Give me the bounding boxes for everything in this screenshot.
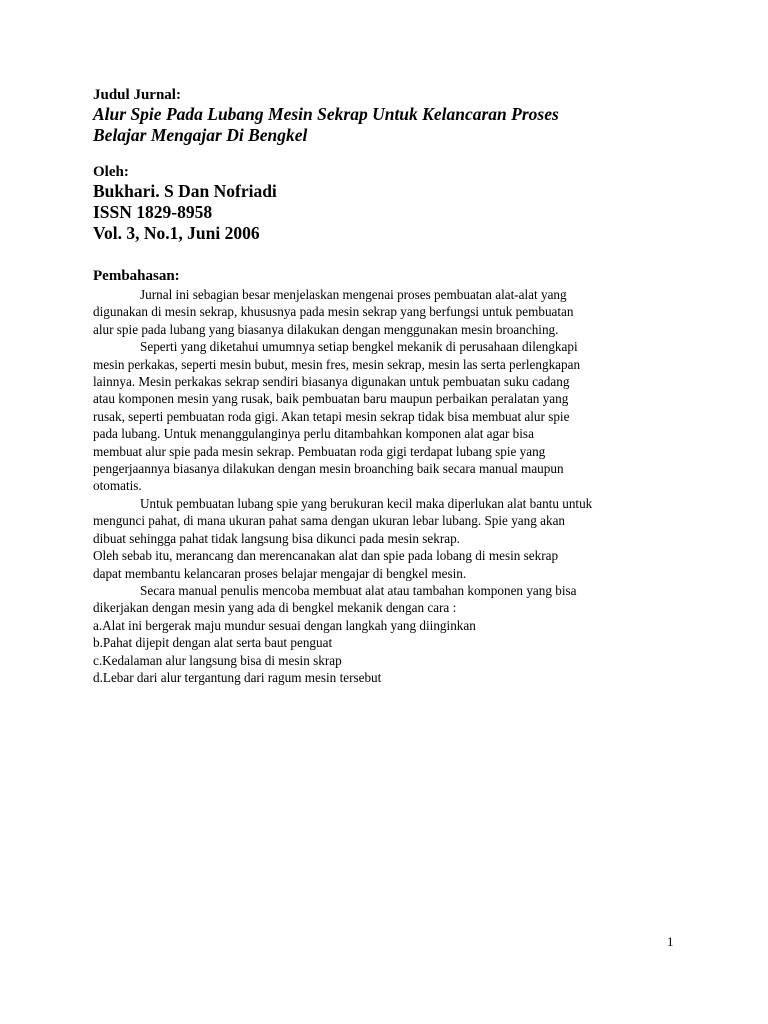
volume-info: Vol. 3, No.1, Juni 2006 [93, 223, 260, 243]
body-line: digunakan di mesin sekrap, khususnya pada mesin sekrap yang berfungsi untuk pembuatan [93, 304, 574, 320]
body-line: Secara manual penulis mencoba membuat alat atau tambahan komponen yang bisa [140, 582, 577, 598]
body-line: d.Lebar dari alur tergantung dari ragum mesin tersebut [93, 669, 382, 685]
body-line: rusak, seperti pembuatan roda gigi. Akan tetapi mesin sekrap tidak bisa membuat alur spie [93, 408, 570, 424]
author-name: Bukhari. S Dan Nofriadi [93, 181, 277, 201]
body-line: membuat alur spie pada mesin sekrap. Pembuatan roda gigi terdapat lubang spie yang [93, 443, 546, 459]
body-line: dikerjakan dengan mesin yang ada di bengkel mekanik dengan cara : [93, 600, 457, 616]
body-line: pengerjaannya biasanya dilakukan dengan mesin broanching baik secara manual maupun [93, 461, 564, 477]
body-line: a.Alat ini bergerak maju mundur sesuai dengan langkah yang diinginkan [93, 617, 476, 633]
page-number: 1 [667, 934, 674, 949]
issn: ISSN 1829-8958 [93, 202, 213, 222]
journal-label: Judul Jurnal: [93, 87, 181, 103]
body-line: b.Pahat dijepit dengan alat serta baut penguat [93, 635, 333, 651]
body-line: Untuk pembuatan lubang spie yang berukuran kecil maka diperlukan alat bantu untuk [140, 495, 593, 511]
body-line: pada lubang. Untuk menanggulanginya perlu ditambahkan komponen alat agar bisa [93, 426, 534, 442]
body-line: atau komponen mesin yang rusak, baik pembuatan baru maupun perbaikan peralatan yang [93, 391, 569, 407]
document-page [93, 86, 683, 686]
body-line: otomatis. [93, 478, 142, 494]
section-body [93, 286, 683, 686]
section-heading: Pembahasan: [93, 268, 180, 284]
body-line: c.Kedalaman alur langsung bisa di mesin skrap [93, 652, 342, 668]
journal-title-line-2: Belajar Mengajar Di Bengkel [93, 125, 308, 145]
body-line: lainnya. Mesin perkakas sekrap sendiri biasanya digunakan untuk pembuatan suku cadang [93, 374, 570, 390]
body-line: alur spie pada lubang yang biasanya dilakukan dengan menggunakan mesin broanching. [93, 321, 559, 337]
body-line: dibuat sehingga pahat tidak langsung bisa dikunci pada mesin sekrap. [93, 530, 460, 546]
body-line: Jurnal ini sebagian besar menjelaskan mengenai proses pembuatan alat-alat yang [140, 287, 567, 302]
body-line: mengunci pahat, di mana ukuran pahat sama dengan ukuran lebar lubang. Spie yang akan [93, 513, 566, 529]
body-line: Oleh sebab itu, merancang dan merencanakan alat dan spie pada lobang di mesin sekrap [93, 548, 559, 564]
body-line: Seperti yang diketahui umumnya setiap bengkel mekanik di perusahaan dilengkapi [140, 339, 578, 355]
author-label: Oleh: [93, 164, 129, 180]
journal-title-line-1: Alur Spie Pada Lubang Mesin Sekrap Untuk Kelancaran Proses [93, 104, 559, 124]
body-line: dapat membantu kelancaran proses belajar mengajar di bengkel mesin. [93, 565, 467, 581]
body-line: mesin perkakas, seperti mesin bubut, mesin fres, mesin sekrap, mesin las serta perlengkapan [93, 356, 581, 372]
